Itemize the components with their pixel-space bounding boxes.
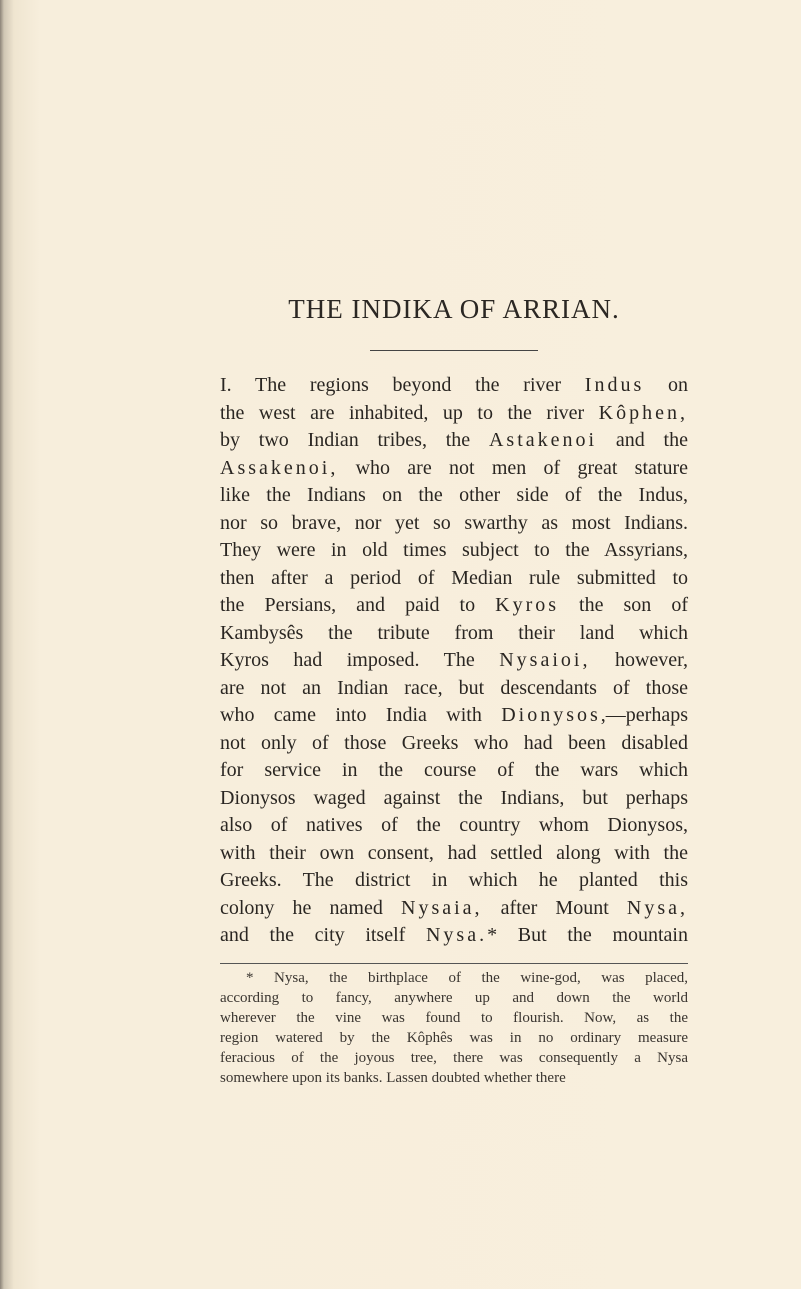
- footnote-divider: [220, 963, 688, 964]
- text-segment: for service in the course of the wars which: [220, 759, 688, 781]
- text-segment: the son of: [559, 594, 688, 616]
- text-segment: * But the mountain: [487, 924, 688, 946]
- text-segment: They were in old times subject to the Assyrians,: [220, 539, 688, 561]
- spaced-name: Nysa,: [626, 896, 688, 919]
- body-line: [220, 427, 688, 455]
- spaced-name: Dionysos: [501, 704, 601, 726]
- text-segment: not only of those Greeks who had been disabled: [220, 731, 688, 754]
- body-line: [220, 757, 688, 785]
- page-title: THE INDIKA OF ARRIAN.: [288, 294, 620, 324]
- text-segment: and the: [597, 429, 688, 451]
- text-segment: the Persians, and paid to: [220, 594, 496, 616]
- body-line: [220, 482, 688, 510]
- text-segment: who are not men of great stature: [338, 456, 688, 479]
- text-segment: on: [644, 374, 688, 396]
- body-line: [220, 565, 688, 593]
- footnote-line: region watered by the Kôphês was in no ordinary measure: [220, 1030, 688, 1046]
- body-line: [220, 510, 688, 538]
- footnote-line: wherever the vine was found to flourish. Now, as the: [220, 1010, 688, 1026]
- text-segment: like the Indians on the other side of the Indus,: [220, 484, 688, 506]
- body-line: [220, 812, 688, 840]
- title-divider: [370, 350, 538, 351]
- body-line: [220, 647, 688, 675]
- footnote-line: feracious of the joyous tree, there was consequently a Nysa: [220, 1050, 688, 1066]
- text-segment: nor so brave, nor yet so swarthy as most Indians.: [220, 511, 688, 534]
- footnote-line: * Nysa, the birthplace of the wine-god, was placed,: [246, 970, 688, 986]
- spaced-name: Kyros: [495, 594, 560, 616]
- body-line: [220, 895, 688, 923]
- spaced-name: Nysaioi,: [499, 649, 591, 671]
- text-segment: are not an Indian race, but descendants of those: [220, 676, 688, 699]
- body-line: [220, 372, 688, 400]
- spaced-name: Astakenoi: [488, 429, 598, 451]
- spaced-name: Indus: [584, 374, 645, 396]
- text-segment: and the city itself: [220, 924, 426, 946]
- text-segment: I. The regions beyond the river: [220, 374, 585, 396]
- text-segment: with their own consent, had settled along with the: [220, 841, 688, 864]
- body-line: [220, 592, 688, 620]
- footnote: [220, 968, 688, 1088]
- spaced-name: Nysa.: [425, 924, 488, 946]
- text-segment: Dionysos waged against the Indians, but perhaps: [220, 786, 688, 809]
- spaced-name: Assakenoi,: [220, 456, 339, 479]
- text-segment: however,: [590, 649, 688, 671]
- body-line: [220, 675, 688, 703]
- body-line: [220, 702, 688, 730]
- text-segment: by two Indian tribes, the: [220, 429, 489, 451]
- body-line: [220, 620, 688, 648]
- text-segment: Kambysês the tribute from their land which: [220, 621, 688, 644]
- spaced-name: Nysaia,: [401, 896, 483, 919]
- body-line: [220, 455, 688, 483]
- text-segment: the west are inhabited, up to the river: [220, 401, 599, 424]
- body-line: [220, 840, 688, 868]
- body-line: [220, 537, 688, 565]
- body-line: [220, 785, 688, 813]
- text-segment: colony he named: [220, 896, 401, 919]
- text-segment: also of natives of the country whom Dionysos,: [220, 814, 688, 836]
- footnote-line: according to fancy, anywhere up and down the world: [220, 990, 688, 1006]
- body-text: [220, 372, 688, 950]
- text-segment: after Mount: [482, 896, 627, 919]
- text-segment: then after a period of Median rule submitted to: [220, 566, 688, 589]
- body-line: [220, 730, 688, 758]
- spaced-name: Kôphen,: [598, 401, 688, 424]
- body-line: [220, 922, 688, 950]
- text-segment: Kyros had imposed. The: [220, 649, 500, 671]
- text-segment: ,—perhaps: [600, 704, 688, 726]
- text-segment: Greeks. The district in which he planted this: [220, 869, 688, 891]
- body-line: [220, 400, 688, 428]
- footnote-line: somewhere upon its banks. Lassen doubted whether there: [220, 1070, 566, 1086]
- body-line: [220, 867, 688, 895]
- text-segment: who came into India with: [220, 704, 502, 726]
